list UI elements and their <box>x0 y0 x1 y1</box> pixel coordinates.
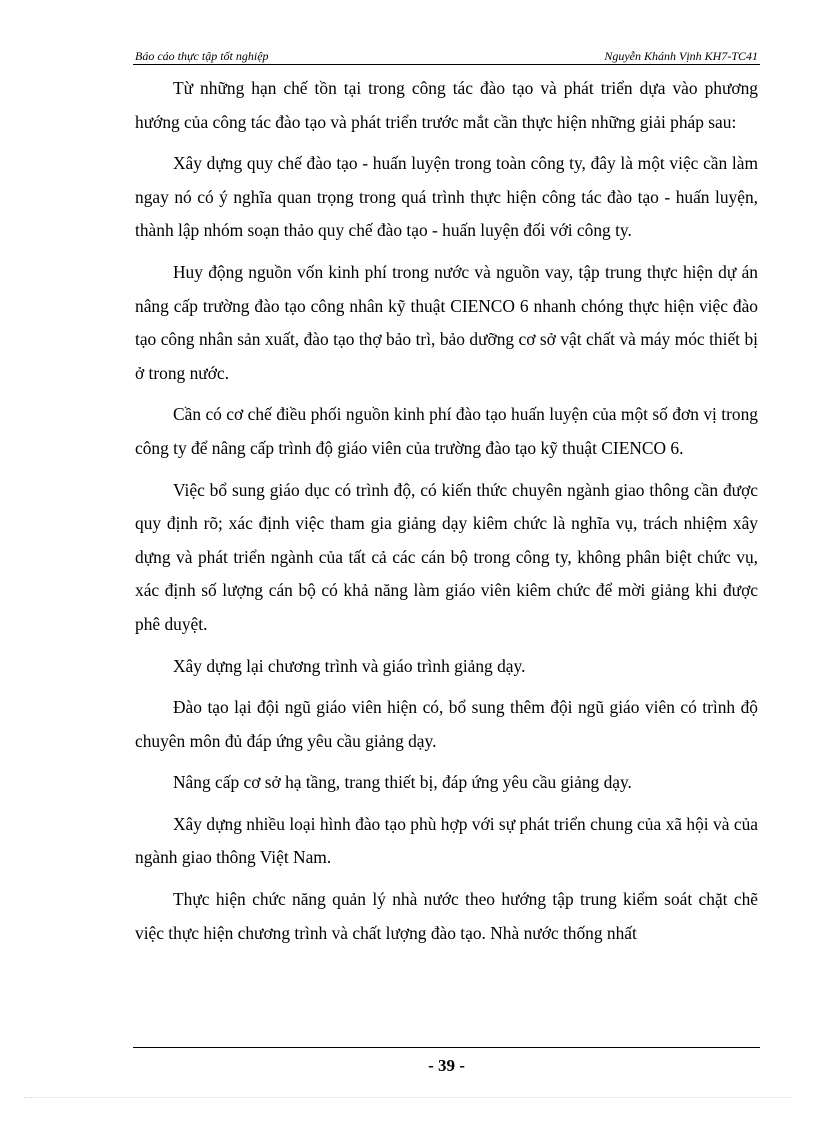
paragraph: Thực hiện chức năng quản lý nhà nước theo hướng tập trung kiểm soát chặt chẽ việc thực hiện chương trình và chất lượng đào tạo. Nhà nước thống nhất <box>135 889 758 943</box>
paragraph: Cần có cơ chế điều phối nguồn kinh phí đào tạo huấn luyện của một số đơn vị trong công ty để nâng cấp trình độ giáo viên của trường đào tạo kỹ thuật CIENCO 6. <box>135 404 758 458</box>
paragraph: Việc bổ sung giáo dục có trình độ, có kiến thức chuyên ngành giao thông cần được quy định rõ; xác định việc tham gia giảng dạy kiêm chức là nghĩa vụ, trách nhiệm xây dựng và phát triển ngành của tất cả các cán bộ trong công ty, không phân biệt chức vụ, xác định số lượng cán bộ có khả năng làm giáo viên kiêm chức để mời giảng khi được phê duyệt. <box>135 479 758 634</box>
header-author: Nguyễn Khánh Vịnh KH7-TC41 <box>604 49 758 63</box>
page-number: - 39 - <box>428 1056 465 1075</box>
paragraph: Xây dựng quy chế đào tạo - huấn luyện trong toàn công ty, đây là một việc cần làm ngay nó có ý nghĩa quan trọng trong quá trình thực hiện công tác đào tạo - huấn luyện, thành lập nhóm soạn thảo quy chế đào tạo - huấn luyện đối với công ty. <box>135 153 758 241</box>
page-bottom-divider <box>24 1097 792 1098</box>
paragraph: Xây dựng nhiều loại hình đào tạo phù hợp với sự phát triển chung của xã hội và của ngành giao thông Việt Nam. <box>135 813 758 868</box>
paragraph: Huy động nguồn vốn kinh phí trong nước và nguồn vay, tập trung thực hiện dự án nâng cấp trường đào tạo công nhân kỹ thuật CIENCO 6 nhanh chóng thực hiện việc đào tạo công nhân sản xuất, đào tạo thợ bảo trì, bảo dưỡng cơ sở vật chất và máy móc thiết bị ở trong nước. <box>135 261 758 383</box>
paragraph: Nâng cấp cơ sở hạ tầng, trang thiết bị, đáp ứng yêu cầu giảng dạy. <box>173 772 632 793</box>
document-body <box>135 72 758 958</box>
paragraph: Đào tạo lại đội ngũ giáo viên hiện có, bổ sung thêm đội ngũ giáo viên có trình độ chuyên môn đủ đáp ứng yêu cầu giảng dạy. <box>135 697 758 751</box>
paragraph: Từ những hạn chế tồn tại trong công tác đào tạo và phát triển dựa vào phương hướng của công tác đào tạo và phát triển trước mắt cần thực hiện những giải pháp sau: <box>135 78 758 132</box>
page-header <box>133 46 760 65</box>
header-report-title: Báo cáo thực tập tốt nghiệp <box>135 49 269 63</box>
paragraph: Xây dựng lại chương trình và giáo trình giảng dạy. <box>173 655 526 676</box>
page-footer <box>133 1047 760 1075</box>
